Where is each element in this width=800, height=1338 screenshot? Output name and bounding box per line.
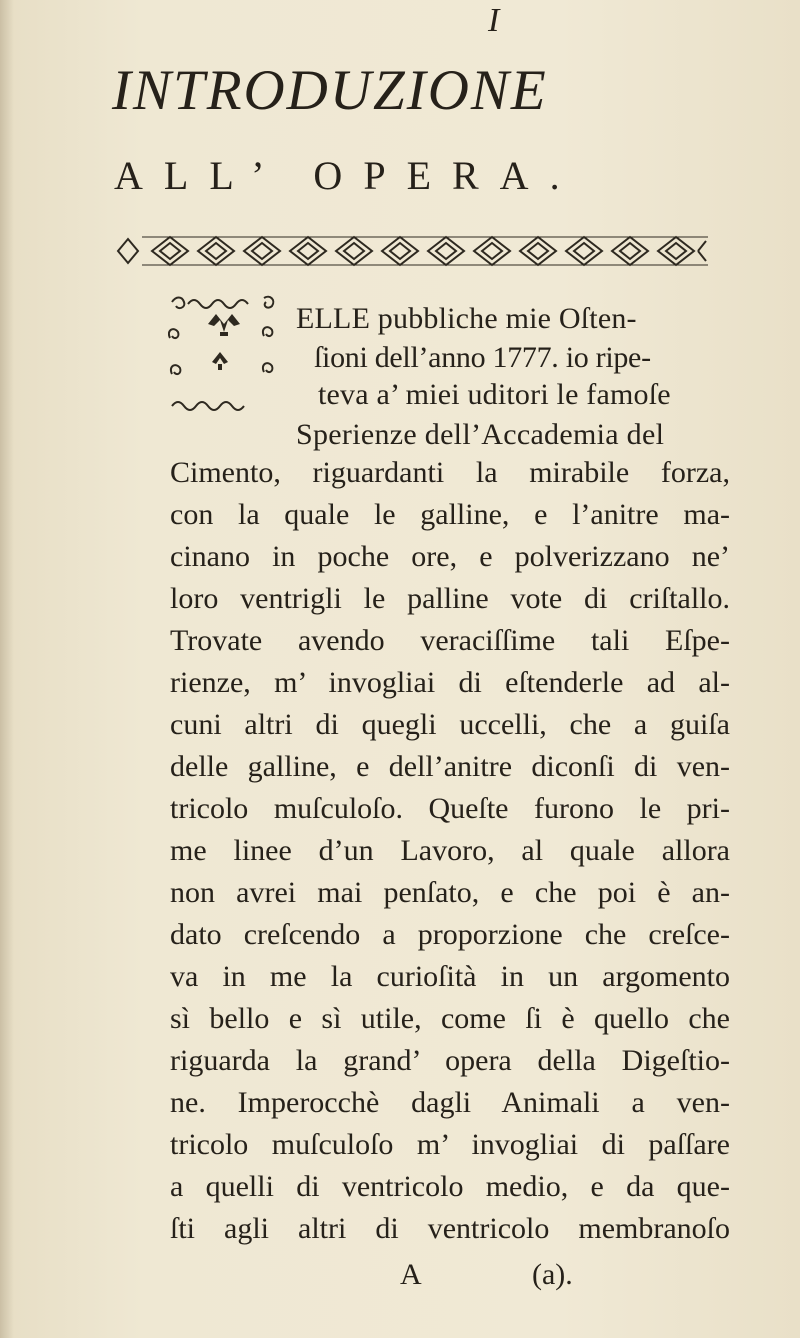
text-line: ne. Imperocchè dagli Animali a ven-	[170, 1086, 730, 1119]
catchword: (a).	[532, 1258, 573, 1291]
chapter-subtitle: ALL’ OPERA.	[114, 153, 581, 198]
text-line: loro ventrigli le palline vote di criſtallo.	[170, 582, 730, 615]
text-line: dato creſcendo a proporzione che creſce-	[170, 918, 730, 951]
lead-line-4: Sperienze dell’Accademia del	[296, 418, 665, 451]
decorated-initial-letter	[168, 294, 296, 420]
text-line: me linee d’un Lavoro, al quale allora	[170, 834, 730, 867]
page-number: I	[488, 2, 500, 39]
text-line: a quelli di ventricolo medio, e da que-	[170, 1170, 730, 1203]
text-line: non avrei mai penſato, e che poi è an-	[170, 876, 730, 909]
lead-line-2: ſioni dell’anno 1777. io ripe-	[314, 341, 651, 374]
signature-mark: A	[400, 1258, 422, 1291]
chapter-title: INTRODUZIONE	[112, 59, 548, 122]
text-line: tricolo muſculoſo m’ invogliai di paſſare	[170, 1128, 730, 1161]
text-line: cinano in poche ore, e polverizzano ne’	[170, 540, 730, 573]
text-line: con la quale le galline, e l’anitre ma-	[170, 498, 730, 531]
text-line: riguarda la grand’ opera della Digeſtio-	[170, 1044, 730, 1077]
text-line: ſti agli altri di ventricolo membranoſo	[170, 1212, 730, 1245]
text-line: va in me la curioſità in un argomento	[170, 960, 730, 993]
text-line: Cimento, riguardanti la mirabile forza,	[170, 456, 730, 489]
ornamental-border	[112, 231, 712, 271]
page-gutter-shadow	[0, 0, 14, 1338]
text-line: cuni altri di quegli uccelli, che a guiſa	[170, 708, 730, 741]
text-line: sì bello e sì utile, come ſi è quello che	[170, 1002, 730, 1035]
text-line: delle galline, e dell’anitre diconſi di ven-	[170, 750, 730, 783]
body-paragraph	[170, 452, 730, 1250]
text-line: rienze, m’ invogliai di eſtenderle ad al-	[170, 666, 730, 699]
text-line: tricolo muſculoſo. Queſte furono le pri-	[170, 792, 730, 825]
lead-line-1: ELLE pubbliche mie Oſten-	[296, 302, 637, 335]
text-line: Trovate avendo veraciſſime tali Eſpe-	[170, 624, 730, 657]
lead-line-3: teva a’ miei uditori le famoſe	[318, 378, 671, 411]
